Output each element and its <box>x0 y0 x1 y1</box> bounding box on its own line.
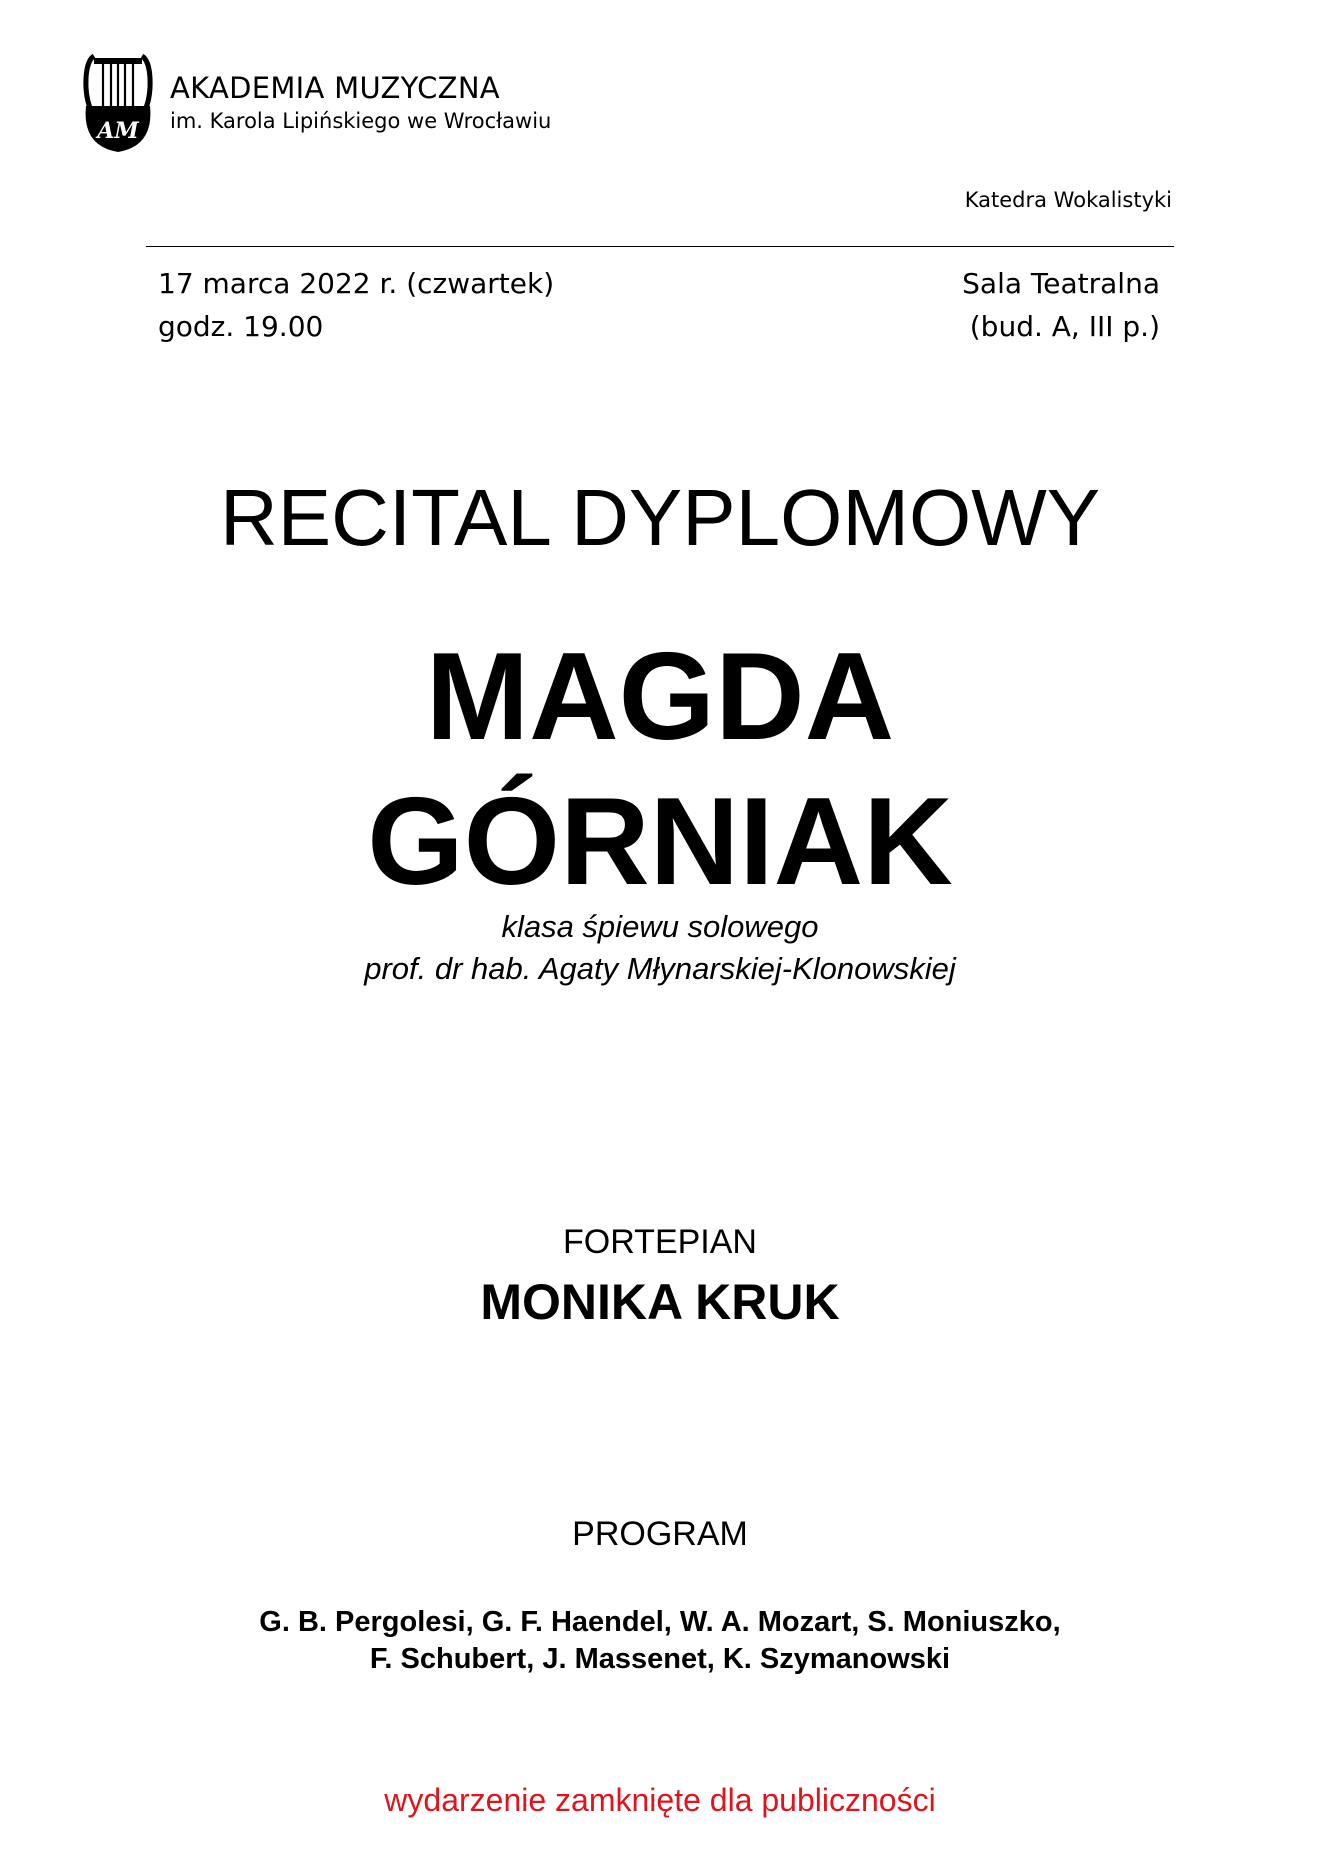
pianist-name: MONIKA KRUK <box>480 1274 840 1330</box>
venue-name: Sala Teatralna <box>962 267 1160 300</box>
logo-monogram: AM <box>97 118 139 144</box>
program-label: PROGRAM <box>572 1515 748 1553</box>
department: Katedra Wokalistyki <box>964 188 1172 212</box>
event-datetime <box>158 262 554 348</box>
performer-last-name: GÓRNIAK <box>367 773 953 911</box>
venue-detail: (bud. A, III p.) <box>969 310 1160 343</box>
performer-first-name: MAGDA <box>425 628 895 766</box>
composers-line-2: F. Schubert, J. Massenet, K. Szymanowski <box>369 1643 951 1675</box>
org-block <box>170 70 551 136</box>
class-info <box>0 906 1320 990</box>
performer-name <box>0 625 1320 915</box>
recital-title: RECITAL DYPLOMOWY <box>219 473 1101 562</box>
org-name: AKADEMIA MUZYCZNA <box>170 71 500 105</box>
composers-line-1: G. B. Pergolesi, G. F. Haendel, W. A. Mozart, S. Moniuszko, <box>259 1606 1061 1638</box>
piano-label: FORTEPIAN <box>563 1223 757 1261</box>
header-divider <box>146 246 1174 247</box>
closed-event-notice: wydarzenie zamknięte dla publiczności <box>384 1782 936 1818</box>
event-time: godz. 19.00 <box>158 310 324 343</box>
lyre-icon <box>80 52 156 154</box>
event-venue <box>962 262 1160 348</box>
composers-list <box>0 1604 1320 1678</box>
org-subtitle: im. Karola Lipińskiego we Wrocławiu <box>170 109 552 133</box>
class-line-2: prof. dr hab. Agaty Młynarskiej-Klonowskiej <box>364 951 956 986</box>
class-line-1: klasa śpiewu solowego <box>501 909 819 944</box>
event-date: 17 marca 2022 r. (czwartek) <box>158 267 555 300</box>
